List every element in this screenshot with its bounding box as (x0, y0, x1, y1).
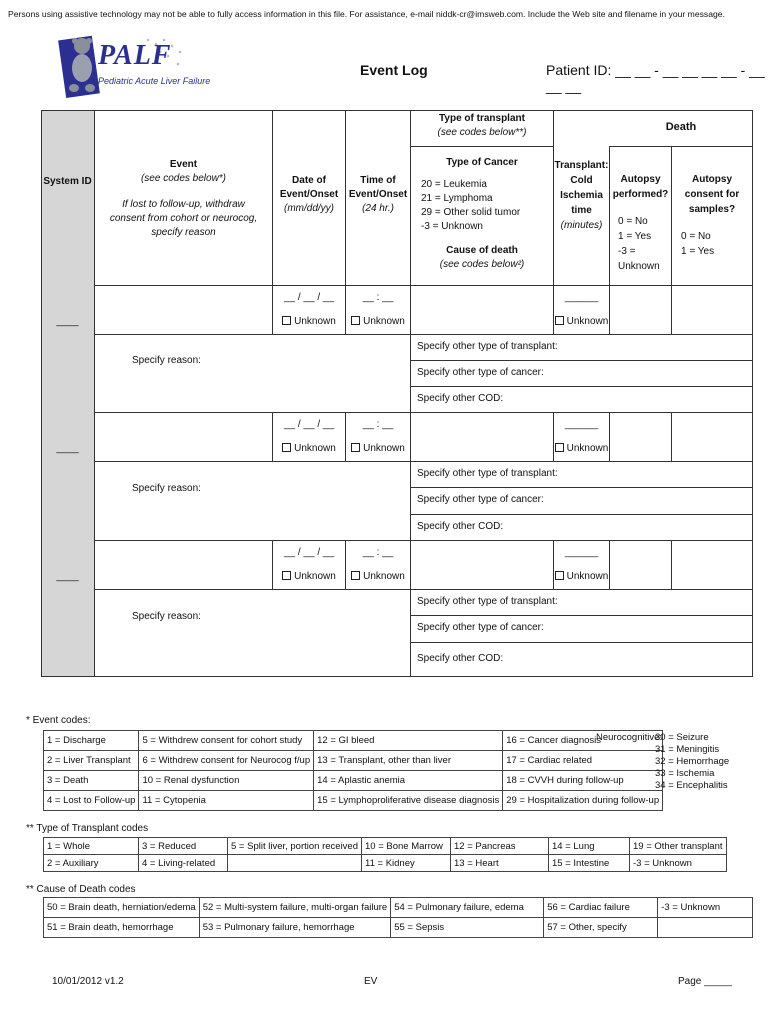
cancer-option: 21 = Lymphoma (421, 193, 493, 204)
date-unknown-checkbox[interactable] (273, 316, 345, 327)
neuro-code: 32 = Hemorrhage (655, 756, 730, 767)
date-header (273, 174, 345, 216)
table-cell: 3 = Reduced (139, 838, 228, 855)
date-field[interactable]: __ / __ / __ (283, 547, 335, 558)
table-cell: 19 = Other transplant (630, 838, 727, 855)
table-cell: 51 = Brain death, hemorrhage (44, 918, 200, 938)
event-header-title: Event (169, 159, 198, 170)
unknown-label: Unknown (566, 571, 609, 582)
checkbox-icon[interactable] (282, 316, 291, 325)
unknown-label: Unknown (294, 571, 336, 582)
table-cell: 56 = Cardiac failure (544, 898, 658, 918)
specify-transplant-label[interactable]: Specify other type of transplant: (417, 468, 558, 479)
consent-option: 1 = Yes (681, 246, 715, 257)
checkbox-icon[interactable] (351, 443, 360, 452)
date-field[interactable]: __ / __ / __ (283, 292, 335, 303)
checkbox-icon[interactable] (282, 571, 291, 580)
unknown-label: Unknown (294, 443, 336, 454)
ischemia-unknown-checkbox[interactable] (554, 571, 609, 582)
specify-reason-label: Specify reason: (132, 483, 201, 494)
system-id-field[interactable]: ____ (56, 571, 79, 582)
checkbox-icon[interactable] (351, 316, 360, 325)
checkbox-icon[interactable] (555, 443, 564, 452)
footer-version: 10/01/2012 v1.2 (52, 976, 124, 987)
table-cell: -3 = Unknown (630, 855, 727, 872)
table-cell: 15 = Intestine (549, 855, 630, 872)
logo-letters: PALF (98, 40, 172, 71)
ischemia-unit: (minutes) (560, 220, 603, 231)
patient-id[interactable]: Patient ID: __ __ - __ __ __ __ - __ __ __ (546, 62, 765, 94)
autopsy-options (610, 214, 671, 274)
time-field[interactable]: __ : __ (362, 547, 394, 558)
unknown-label: Unknown (294, 316, 336, 327)
table-cell: 1 = Whole (44, 838, 139, 855)
specify-cod-label[interactable]: Specify other COD: (417, 521, 504, 532)
date-unknown-checkbox[interactable] (273, 443, 345, 454)
specify-cancer-label[interactable]: Specify other type of cancer: (417, 367, 544, 378)
event-codes-table (43, 730, 663, 811)
table-cell: -3 = Unknown (658, 898, 753, 918)
table-cell: 5 = Split liver, portion received (228, 838, 362, 855)
neuro-code: 34 = Encephalitis (655, 780, 728, 791)
table-cell: 6 = Withdrew consent for Neurocog f/up (139, 751, 314, 771)
ischemia-unknown-checkbox[interactable] (554, 443, 609, 454)
table-cell: 4 = Lost to Follow-up (44, 791, 139, 811)
table-cell: 14 = Aplastic anemia (314, 771, 503, 791)
unknown-label: Unknown (566, 316, 609, 327)
unknown-label: Unknown (363, 443, 405, 454)
event-header-note: If lost to follow-up, withdraw consent from cohort or neurocog, specify reason (109, 199, 258, 238)
checkbox-icon[interactable] (351, 571, 360, 580)
cause-of-death-title: Cause of death (446, 245, 518, 256)
cancer-option: 29 = Other solid tumor (421, 207, 521, 218)
specify-transplant-label[interactable]: Specify other type of transplant: (417, 341, 558, 352)
table-cell: 4 = Living-related (139, 855, 228, 872)
table-row (44, 898, 753, 918)
table-cell: 14 = Lung (549, 838, 630, 855)
table-cell: 2 = Auxiliary (44, 855, 139, 872)
specify-cod-label[interactable]: Specify other COD: (417, 653, 504, 664)
unknown-label: Unknown (363, 316, 405, 327)
checkbox-icon[interactable] (555, 571, 564, 580)
transplant-type-title: Type of transplant (439, 113, 525, 124)
table-cell: 50 = Brain death, herniation/edema (44, 898, 200, 918)
specify-cancer-label[interactable]: Specify other type of cancer: (417, 622, 544, 633)
table-cell: 15 = Lymphoproliferative disease diagnosis (314, 791, 503, 811)
system-id-column (41, 110, 94, 676)
table-row (44, 771, 663, 791)
neurocognitive-codes (596, 732, 730, 791)
table-cell: 12 = GI bleed (314, 731, 503, 751)
table-cell: 55 = Sepsis (391, 918, 544, 938)
table-cell: 11 = Cytopenia (139, 791, 314, 811)
table-cell: 57 = Other, specify (544, 918, 658, 938)
consent-option: 0 = No (681, 231, 711, 242)
table-cell: 10 = Renal dysfunction (139, 771, 314, 791)
time-header (346, 174, 410, 216)
death-header: Death (665, 121, 697, 133)
table-cell: 13 = Heart (451, 855, 549, 872)
table-row (44, 751, 663, 771)
time-unknown-checkbox[interactable] (346, 571, 410, 582)
accessibility-notice: Persons using assistive technology may not be able to fully access information in this file. For assistance, e-mail niddk-cr@imsweb.com. Include the Web site and filename in your message. (8, 9, 725, 19)
unknown-label: Unknown (566, 443, 609, 454)
table-cell: 3 = Death (44, 771, 139, 791)
cod-codes-heading: ** Cause of Death codes (26, 884, 136, 895)
time-field[interactable]: __ : __ (362, 419, 394, 430)
consent-title: Autopsy consent for samples? (684, 174, 740, 215)
transplant-codes-heading: ** Type of Transplant codes (26, 823, 149, 834)
table-cell: 18 = CVVH during follow-up (503, 771, 663, 791)
table-row (44, 918, 753, 938)
cancer-options (411, 178, 553, 234)
transplant-type-codes: (see codes below**) (437, 127, 527, 138)
neuro-code: 30 = Seizure (655, 732, 709, 743)
autopsy-header (610, 172, 671, 274)
event-header-codes: (see codes below*) (140, 173, 227, 184)
cod-codes-table (43, 897, 753, 938)
table-cell: 17 = Cardiac related (503, 751, 663, 771)
specify-reason-label: Specify reason: (132, 611, 201, 622)
system-id-field[interactable]: ____ (56, 316, 79, 327)
cancer-type-header (411, 156, 553, 272)
time-unknown-checkbox[interactable] (346, 443, 410, 454)
consent-options (672, 229, 752, 259)
checkbox-icon[interactable] (282, 443, 291, 452)
date-header-title: Date of Event/Onset (279, 175, 339, 200)
table-cell: 16 = Cancer diagnosis (503, 731, 663, 751)
neuro-code: 33 = Ischemia (655, 768, 715, 779)
neuro-code: 31 = Meningitis (655, 744, 720, 755)
time-unknown-checkbox[interactable] (346, 316, 410, 327)
table-cell: 29 = Hospitalization during follow-up (503, 791, 663, 811)
autopsy-title: Autopsy performed? (612, 174, 669, 200)
ischemia-unknown-checkbox[interactable] (554, 316, 609, 327)
page-title: Event Log (360, 62, 428, 78)
specify-transplant-label[interactable]: Specify other type of transplant: (417, 596, 558, 607)
date-unknown-checkbox[interactable] (273, 571, 345, 582)
table-cell: 53 = Pulmonary failure, hemorrhage (199, 918, 391, 938)
ischemia-header (554, 158, 609, 233)
table-cell: 11 = Kidney (362, 855, 451, 872)
table-cell: 13 = Transplant, other than liver (314, 751, 503, 771)
date-field[interactable]: __ / __ / __ (283, 419, 335, 430)
event-header (95, 158, 272, 240)
table-cell (228, 855, 362, 872)
cancer-type-title: Type of Cancer (446, 157, 518, 168)
neurocognitive-label: Neurocognitive: (596, 732, 663, 743)
checkbox-icon[interactable] (555, 316, 564, 325)
time-header-format: (24 hr.) (362, 203, 394, 214)
unknown-label: Unknown (363, 571, 405, 582)
table-row (44, 791, 663, 811)
system-id-field[interactable]: ____ (56, 443, 79, 454)
autopsy-option: 0 = No (618, 216, 648, 227)
table-cell: 54 = Pulmonary failure, edema (391, 898, 544, 918)
table-cell: 2 = Liver Transplant (44, 751, 139, 771)
table-cell: 10 = Bone Marrow (362, 838, 451, 855)
system-id-header: System ID (43, 176, 92, 187)
table-cell: 12 = Pancreas (451, 838, 549, 855)
time-field[interactable]: __ : __ (362, 292, 394, 303)
transplant-type-header (411, 112, 553, 140)
table-cell (658, 918, 753, 938)
consent-header (672, 172, 752, 259)
event-codes-heading: * Event codes: (26, 715, 91, 726)
cause-of-death-codes: (see codes below²) (439, 259, 525, 270)
autopsy-option: 1 = Yes (618, 231, 652, 242)
table-row (44, 731, 663, 751)
date-header-format: (mm/dd/yy) (284, 203, 334, 214)
footer-page[interactable]: Page _____ (678, 976, 732, 987)
table-cell: 1 = Discharge (44, 731, 139, 751)
ischemia-field[interactable]: ______ (564, 292, 599, 303)
cancer-option: 20 = Leukemia (421, 179, 487, 190)
footer-form-code: EV (364, 976, 378, 987)
ischemia-field[interactable]: ______ (564, 547, 599, 558)
table-cell: 52 = Multi-system failure, multi-organ failure (199, 898, 391, 918)
specify-cod-label[interactable]: Specify other COD: (417, 393, 504, 404)
table-row (44, 855, 727, 872)
logo-subtitle: Pediatric Acute Liver Failure (98, 76, 211, 86)
autopsy-option: -3 = Unknown (618, 246, 660, 272)
specify-reason-label: Specify reason: (132, 355, 201, 366)
table-cell: 5 = Withdrew consent for cohort study (139, 731, 314, 751)
table-row (44, 838, 727, 855)
ischemia-field[interactable]: ______ (564, 419, 599, 430)
ischemia-title: Transplant: Cold Ischemia time (554, 160, 609, 216)
transplant-codes-table (43, 837, 727, 872)
cancer-option: -3 = Unknown (421, 221, 483, 232)
specify-cancer-label[interactable]: Specify other type of cancer: (417, 494, 544, 505)
time-header-title: Time of Event/Onset (348, 175, 408, 200)
